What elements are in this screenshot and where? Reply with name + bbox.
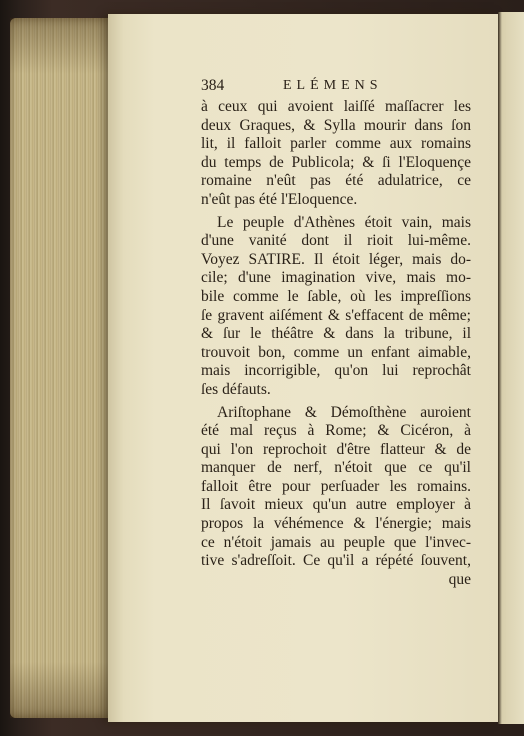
paragraph-1	[201, 98, 471, 210]
text-line: cile; d'une imagination vive, mais mo-	[201, 269, 471, 287]
text-line: qui l'on reprochoit d'être flatteur & de	[201, 440, 471, 458]
text-line: ſes défauts.	[201, 380, 271, 398]
page-edges	[10, 18, 120, 718]
text-line: falloit être pour perſuader les romains.	[201, 477, 471, 495]
text-line: été mal reçus à Rome; & Cicéron, à	[201, 422, 471, 440]
text-line: ſe gravent aiſément & s'effacent de même;	[201, 306, 471, 324]
page-header	[201, 77, 471, 98]
text-line: Il ſavoit mieux qu'un autre employer à	[201, 496, 471, 514]
text-line: romaine n'eût pas été adulatrice, ce	[201, 172, 471, 190]
text-line: à ceux qui avoient laiſſé maſſacrer les	[201, 98, 471, 115]
text-line: lit, il falloit parler comme aux romains	[201, 135, 471, 153]
page-number: 384	[201, 77, 225, 94]
paragraph-3	[201, 404, 471, 571]
text-line: tive s'adreſſoit. Ce qu'il a répété ſouvent,	[201, 552, 471, 570]
text-line: mais incorrigible, qu'on lui reprochât	[201, 362, 471, 380]
text-line: Le peuple d'Athènes étoit vain, mais	[217, 213, 471, 231]
text-line: Voyez SATIRE. Il étoit léger, mais do-	[201, 250, 471, 268]
catchword: que	[448, 570, 471, 588]
text-line: trouvoit bon, comme un enfant aimable,	[201, 343, 471, 361]
text-line: n'eût pas été l'Eloquence.	[201, 190, 358, 208]
text-line: deux Graques, & Sylla mourir dans ſon	[201, 116, 471, 134]
page-text	[201, 77, 471, 589]
text-line: du temps de Publicola; & ſi l'Eloquençe	[201, 153, 471, 171]
text-line: manquer de nerf, n'étoit que ce qu'il	[201, 459, 471, 477]
running-head: ELÉMENS	[283, 78, 383, 93]
facing-page-edge	[498, 12, 524, 724]
text-line: bile comme le ſable, où les impreſſions	[201, 287, 471, 305]
text-line: propos la véhémence & l'énergie; mais	[201, 515, 471, 533]
text-line: Ariſtophane & Démoſthène auroient	[217, 403, 471, 421]
text-line: & ſur le théâtre & dans la tribune, il	[201, 325, 471, 343]
text-line: d'une vanité dont il rioit lui-même.	[201, 232, 471, 250]
paragraph-2	[201, 214, 471, 400]
text-line: ce n'étoit jamais au peuple que l'invec-	[201, 533, 471, 551]
